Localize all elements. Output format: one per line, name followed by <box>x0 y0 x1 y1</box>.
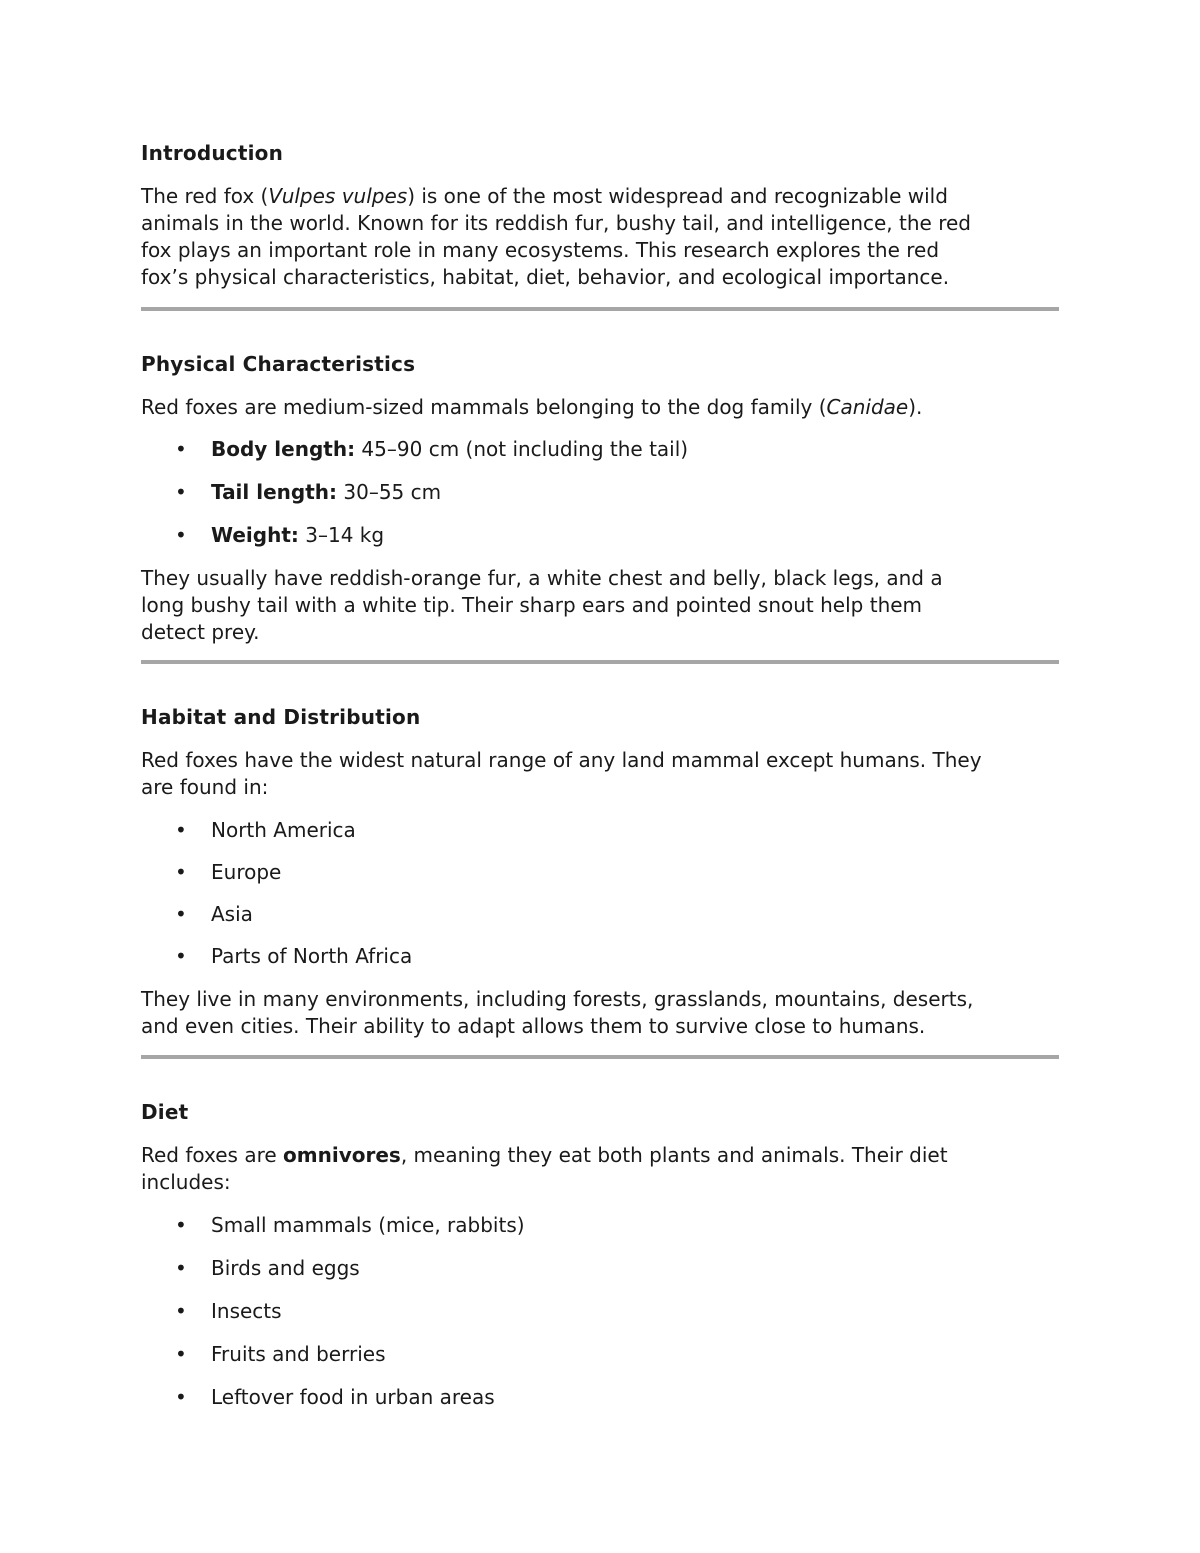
intro-paragraph-line-3: fox plays an important role in many ecosystems. This research explores the red <box>141 238 940 262</box>
section-physical-characteristics <box>141 352 1059 646</box>
intro-paragraph-line-2: animals in the world. Known for its reddish fur, bushy tail, and intelligence, the red <box>141 211 971 235</box>
diet-items-list <box>141 1212 1059 1411</box>
list-item: • Parts of North Africa <box>175 944 413 968</box>
bullet-icon: • <box>175 818 187 842</box>
list-item: • North America <box>175 818 356 842</box>
habitat-paragraph-line-2: and even cities. Their ability to adapt allows them to survive close to humans. <box>141 1014 926 1038</box>
bullet-icon: • <box>175 860 187 884</box>
list-item: • Asia <box>175 902 253 926</box>
list-item: • Tail length: 30–55 cm <box>175 480 442 504</box>
bullet-icon: • <box>175 902 187 926</box>
list-item: • Small mammals (mice, rabbits) <box>175 1213 525 1237</box>
bullet-icon: • <box>175 1299 187 1323</box>
physical-measurements-list <box>141 436 1059 549</box>
section-divider <box>141 660 1059 664</box>
bullet-icon: • <box>175 523 187 547</box>
physical-paragraph-line-2: long bushy tail with a white tip. Their sharp ears and pointed snout help them <box>141 593 923 617</box>
heading-habitat: Habitat and Distribution <box>141 705 421 729</box>
heading-diet: Diet <box>141 1100 189 1124</box>
section-divider <box>141 307 1059 311</box>
diet-lead-line-2: includes: <box>141 1170 231 1194</box>
physical-paragraph-line-3: detect prey. <box>141 620 260 644</box>
section-introduction <box>141 141 1059 291</box>
habitat-lead-line-1: Red foxes have the widest natural range of any land mammal except humans. They <box>141 748 982 772</box>
list-item: • Europe <box>175 860 282 884</box>
list-item: • Body length: 45–90 cm (not including the tail) <box>175 437 689 461</box>
intro-paragraph-line-4: fox’s physical characteristics, habitat, diet, behavior, and ecological importance. <box>141 265 950 289</box>
list-item: • Birds and eggs <box>175 1256 360 1280</box>
bullet-icon: • <box>175 944 187 968</box>
physical-paragraph-line-1: They usually have reddish-orange fur, a white chest and belly, black legs, and a <box>141 566 943 590</box>
physical-lead: Red foxes are medium-sized mammals belonging to the dog family (Canidae). <box>141 395 923 419</box>
bullet-icon: • <box>175 437 187 461</box>
diet-lead-line-1: Red foxes are omnivores, meaning they eat both plants and animals. Their diet <box>141 1143 948 1167</box>
heading-physical-characteristics: Physical Characteristics <box>141 352 416 376</box>
list-item: • Insects <box>175 1299 282 1323</box>
bullet-icon: • <box>175 480 187 504</box>
habitat-paragraph-line-1: They live in many environments, including forests, grasslands, mountains, deserts, <box>141 987 974 1011</box>
list-item: • Weight: 3–14 kg <box>175 523 385 547</box>
bullet-icon: • <box>175 1256 187 1280</box>
intro-paragraph-line-1: The red fox (Vulpes vulpes) is one of the most widespread and recognizable wild <box>141 184 948 208</box>
heading-introduction: Introduction <box>141 141 284 165</box>
section-habitat <box>141 705 1059 1040</box>
list-item: • Fruits and berries <box>175 1342 386 1366</box>
section-diet <box>141 1100 1059 1411</box>
habitat-lead-line-2: are found in: <box>141 775 269 799</box>
bullet-icon: • <box>175 1342 187 1366</box>
bullet-icon: • <box>175 1385 187 1409</box>
list-item: • Leftover food in urban areas <box>175 1385 495 1409</box>
section-divider <box>141 1055 1059 1059</box>
habitat-regions-list <box>141 817 1059 970</box>
bullet-icon: • <box>175 1213 187 1237</box>
